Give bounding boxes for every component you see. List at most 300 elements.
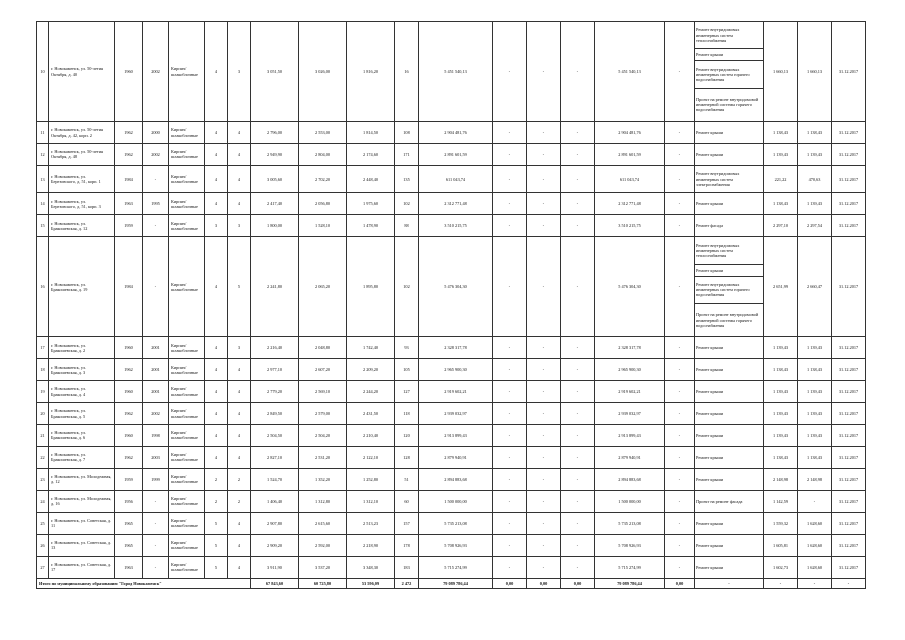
cell-cost-total: 2 891 601,59 xyxy=(419,143,493,165)
cell-date: 31.12.2017 xyxy=(832,512,866,534)
cell-addr: г. Новокаменск, ул. Березовского, д. 51, корп. 1 xyxy=(49,165,115,192)
cell-total-area: 2 504,50 xyxy=(251,425,299,447)
cell-residential: 3 348,30 xyxy=(347,556,395,578)
cell-residential: 2 448,40 xyxy=(347,165,395,192)
cell-c2: - xyxy=(527,425,561,447)
cell-date: 31.12.2017 xyxy=(832,22,866,122)
cell-c2: - xyxy=(527,468,561,490)
cell-floors: 4 xyxy=(205,122,228,144)
cell-addr: г. Новокаменск, ул. Советская, д. 13 xyxy=(49,534,115,556)
cell-c3: - xyxy=(561,22,595,122)
cell-residential: 2 210,40 xyxy=(347,425,395,447)
cell-people: 60 xyxy=(395,490,419,512)
cell-cost-total: 2 965 900,30 xyxy=(419,359,493,381)
cell-c2: - xyxy=(527,237,561,337)
cell-unit-cost: 1 139,43 xyxy=(764,337,798,359)
cell-mat: Кирпич/ шлакоблочные xyxy=(169,446,205,468)
cell-date: 31.12.2017 xyxy=(832,556,866,578)
cell-entr: 2 xyxy=(228,468,251,490)
cell-addr: г. Новокаменск, ул. Советская, д. 17 xyxy=(49,556,115,578)
cell-work: Ремонт внутридомовых инженерных систем горячего водоснабжения xyxy=(695,276,764,303)
cell-repair: - xyxy=(143,165,169,192)
cell-c3: - xyxy=(561,490,595,512)
cell-living: 2 056,80 xyxy=(299,193,347,215)
cell-total-area: 3 911,90 xyxy=(251,556,299,578)
cell-built: 1960 xyxy=(115,381,143,403)
table-row xyxy=(37,468,866,490)
total-date: - xyxy=(832,578,866,588)
cell-work: Ремонт крыши xyxy=(695,446,764,468)
cell-c5: - xyxy=(665,534,695,556)
cell-floors: 5 xyxy=(205,512,228,534)
cell-living: 3 537,20 xyxy=(299,556,347,578)
total-c3: 0,00 xyxy=(561,578,595,588)
total-c1: 0,00 xyxy=(493,578,527,588)
cell-entr: 4 xyxy=(228,165,251,192)
cell-limit-cost: 1 138,43 xyxy=(798,122,832,144)
cell-mat: Кирпич/ шлакоблочные xyxy=(169,425,205,447)
cell-cost-own: 2 965 900,30 xyxy=(595,359,665,381)
cell-date: 31.12.2017 xyxy=(832,215,866,237)
cell-unit-cost: 1 138,43 xyxy=(764,359,798,381)
cell-cost-total: 2 904 481,76 xyxy=(419,122,493,144)
cell-floors: 5 xyxy=(205,534,228,556)
cell-addr: г. Новокаменск, ул. Бракошевская, д. 2 xyxy=(49,337,115,359)
cell-c2: - xyxy=(527,193,561,215)
cell-c1: - xyxy=(493,381,527,403)
cell-cost-own: 3 510 215,75 xyxy=(595,215,665,237)
cell-mat: Кирпич/ шлакоблочные xyxy=(169,403,205,425)
cell-living: 2 615,60 xyxy=(299,512,347,534)
cell-work: Ремонт крыши xyxy=(695,122,764,144)
cell-repair: 2003 xyxy=(143,446,169,468)
cell-mat: Кирпич/ шлакоблочные xyxy=(169,556,205,578)
register-table xyxy=(36,21,866,589)
cell-cost-own: 2 879 940,91 xyxy=(595,446,665,468)
cell-c2: - xyxy=(527,490,561,512)
cell-addr: г. Новокаменск, ул. Молодежная, д. 12 xyxy=(49,468,115,490)
total-cost-own: 79 089 786,44 xyxy=(595,578,665,588)
total-cost-total: 79 089 786,44 xyxy=(419,578,493,588)
cell-date: 31.12.2017 xyxy=(832,534,866,556)
cell-residential: 1 816,20 xyxy=(347,22,395,122)
table-row xyxy=(37,337,866,359)
cell-people: 120 xyxy=(395,425,419,447)
cell-repair: - xyxy=(143,237,169,337)
cell-floors: 4 xyxy=(205,337,228,359)
cell-repair: 1999 xyxy=(143,468,169,490)
cell-entr: 2 xyxy=(228,490,251,512)
cell-total-area: 3 005,60 xyxy=(251,165,299,192)
cell-c5: - xyxy=(665,403,695,425)
cell-work: Ремонт крыши xyxy=(695,425,764,447)
cell-total-area: 2 779,20 xyxy=(251,381,299,403)
cell-total-area: 2 909,20 xyxy=(251,534,299,556)
cell-c3: - xyxy=(561,359,595,381)
table-row xyxy=(37,215,866,237)
cell-cost-total: 2 328 317,78 xyxy=(419,337,493,359)
cell-cost-own: 5 476 304,30 xyxy=(595,237,665,337)
cell-floors: 2 xyxy=(205,468,228,490)
cell-c1: - xyxy=(493,512,527,534)
cell-addr: г. Новокаменск, ул. 50-летия Октября, д. 40 xyxy=(49,22,115,122)
cell-work: Ремонт крыши xyxy=(695,512,764,534)
cell-people: 157 xyxy=(395,512,419,534)
cell-cost-own: 2 312 771,48 xyxy=(595,193,665,215)
cell-limit-cost: 1 628,60 xyxy=(798,512,832,534)
cell-cost-own: 1 500 000,00 xyxy=(595,490,665,512)
cell-mat: Кирпич/ шлакоблочные xyxy=(169,512,205,534)
cell-num: 10 xyxy=(37,22,49,122)
cell-people: 93 xyxy=(395,337,419,359)
cell-c1: - xyxy=(493,490,527,512)
cell-cost-total: 5 476 304,30 xyxy=(419,237,493,337)
cell-entr: 4 xyxy=(228,143,251,165)
cell-c3: - xyxy=(561,403,595,425)
cell-date: 31.12.2017 xyxy=(832,446,866,468)
cell-work: Ремонт крыши xyxy=(695,193,764,215)
cell-floors: 4 xyxy=(205,22,228,122)
total-c5: 0,00 xyxy=(665,578,695,588)
cell-unit-cost: 1 139,43 xyxy=(764,381,798,403)
cell-mat: Кирпич/ шлакоблочные xyxy=(169,165,205,192)
cell-unit-cost: 1 139,43 xyxy=(764,143,798,165)
cell-mat: Кирпич/ шлакоблочные xyxy=(169,381,205,403)
cell-c3: - xyxy=(561,337,595,359)
cell-floors: 2 xyxy=(205,490,228,512)
cell-cost-own: 5 735 213,08 xyxy=(595,512,665,534)
cell-unit-cost: 1 142,59 xyxy=(764,490,798,512)
cell-built: 1962 xyxy=(115,403,143,425)
cell-entr: 4 xyxy=(228,381,251,403)
cell-people: 135 xyxy=(395,165,419,192)
cell-entr: 4 xyxy=(228,403,251,425)
cell-c5: - xyxy=(665,359,695,381)
cell-built: 1965 xyxy=(115,534,143,556)
cell-cost-total: 2 894 883,68 xyxy=(419,468,493,490)
cell-built: 1965 xyxy=(115,512,143,534)
cell-mat: Кирпич/ шлакоблочные xyxy=(169,468,205,490)
cell-residential: 1 478,90 xyxy=(347,215,395,237)
cell-people: 102 xyxy=(395,237,419,337)
cell-c5: - xyxy=(665,22,695,122)
cell-built: 1963 xyxy=(115,193,143,215)
cell-people: 127 xyxy=(395,381,419,403)
cell-total-area: 2 977,10 xyxy=(251,359,299,381)
cell-mat: Кирпич/ шлакоблочные xyxy=(169,359,205,381)
cell-limit-cost: 470,63 xyxy=(798,165,832,192)
cell-built: 1960 xyxy=(115,425,143,447)
cell-c5: - xyxy=(665,165,695,192)
cell-built: 1960 xyxy=(115,337,143,359)
cell-living: 2 553,00 xyxy=(299,122,347,144)
total-limit-cost: - xyxy=(798,578,832,588)
cell-unit-cost: 221,22 xyxy=(764,165,798,192)
total-people: 2 472 xyxy=(395,578,419,588)
cell-work: Ремонт фасада xyxy=(695,215,764,237)
cell-cost-total: 2 913 899,43 xyxy=(419,425,493,447)
cell-built: 1962 xyxy=(115,359,143,381)
cell-entr: 4 xyxy=(228,534,251,556)
cell-addr: г. Новокаменск, ул. Бракошевская, д. 4 xyxy=(49,381,115,403)
cell-unit-cost: 1 605,81 xyxy=(764,534,798,556)
cell-c3: - xyxy=(561,534,595,556)
total-unit-cost: - xyxy=(764,578,798,588)
cell-date: 31.12.2017 xyxy=(832,468,866,490)
cell-repair: 2000 xyxy=(143,122,169,144)
cell-people: 183 xyxy=(395,556,419,578)
cell-c3: - xyxy=(561,237,595,337)
cell-addr: г. Новокаменск, ул. Бракошевская, д. 19 xyxy=(49,237,115,337)
cell-cost-own: 2 328 317,78 xyxy=(595,337,665,359)
cell-unit-cost: 2 297,10 xyxy=(764,215,798,237)
cell-c1: - xyxy=(493,446,527,468)
table-row xyxy=(37,425,866,447)
cell-work: Ремонт крыши xyxy=(695,264,764,276)
cell-num: 25 xyxy=(37,512,49,534)
cell-residential: 2 513,23 xyxy=(347,512,395,534)
cell-repair: - xyxy=(143,556,169,578)
cell-total-area: 2 907,80 xyxy=(251,512,299,534)
cell-built: 1984 xyxy=(115,237,143,337)
cell-c1: - xyxy=(493,237,527,337)
cell-entr: 4 xyxy=(228,122,251,144)
cell-living: 2 048,80 xyxy=(299,337,347,359)
cell-floors: 4 xyxy=(205,143,228,165)
cell-cost-total: 2 312 771,48 xyxy=(419,193,493,215)
cell-num: 11 xyxy=(37,122,49,144)
cell-c5: - xyxy=(665,122,695,144)
cell-date: 31.12.2017 xyxy=(832,403,866,425)
cell-floors: 4 xyxy=(205,359,228,381)
cell-repair: 1995 xyxy=(143,193,169,215)
cell-num: 23 xyxy=(37,468,49,490)
cell-cost-total: 2 939 032,97 xyxy=(419,403,493,425)
cell-floors: 4 xyxy=(205,446,228,468)
cell-living: 3 026,00 xyxy=(299,22,347,122)
table-row xyxy=(37,534,866,556)
cell-cost-total: 1 500 000,00 xyxy=(419,490,493,512)
cell-floors: 4 xyxy=(205,381,228,403)
cell-work: Ремонт крыши xyxy=(695,337,764,359)
cell-cost-own: 2 894 883,68 xyxy=(595,468,665,490)
cell-c2: - xyxy=(527,215,561,237)
cell-cost-own: 5 715 274,99 xyxy=(595,556,665,578)
cell-total-area: 1 406,40 xyxy=(251,490,299,512)
cell-date: 31.12.2017 xyxy=(832,143,866,165)
cell-c5: - xyxy=(665,425,695,447)
cell-total-area: 2 849,50 xyxy=(251,403,299,425)
cell-c5: - xyxy=(665,193,695,215)
cell-mat: Кирпич/ шлакоблочные xyxy=(169,22,205,122)
cell-limit-cost: 1 139,43 xyxy=(798,143,832,165)
cell-living: 2 579,00 xyxy=(299,403,347,425)
cell-entr: 4 xyxy=(228,446,251,468)
cell-limit-cost: 2 660,47 xyxy=(798,237,832,337)
table-row xyxy=(37,512,866,534)
cell-c1: - xyxy=(493,165,527,192)
cell-c5: - xyxy=(665,215,695,237)
cell-work: Ремонт крыши xyxy=(695,49,764,61)
cell-repair: - xyxy=(143,534,169,556)
cell-cost-total: 2 879 940,91 xyxy=(419,446,493,468)
cell-c1: - xyxy=(493,22,527,122)
cell-mat: Кирпич/ шлакоблочные xyxy=(169,193,205,215)
cell-date: 31.12.2017 xyxy=(832,122,866,144)
table-row xyxy=(37,446,866,468)
cell-limit-cost: 1 139,43 xyxy=(798,403,832,425)
cell-work: Ремонт крыши xyxy=(695,403,764,425)
cell-floors: 3 xyxy=(205,215,228,237)
cell-residential: 1 895,80 xyxy=(347,237,395,337)
cell-date: 31.12.2017 xyxy=(832,165,866,192)
cell-residential: 1 742,40 xyxy=(347,337,395,359)
cell-total-area: 2 241,80 xyxy=(251,237,299,337)
cell-addr: г. Новокаменск, ул. Советская, д. 11 xyxy=(49,512,115,534)
cell-cost-total: 3 510 215,75 xyxy=(419,215,493,237)
total-total-area: 67 843,60 xyxy=(251,578,299,588)
cell-num: 18 xyxy=(37,359,49,381)
cell-limit-cost: 1 138,43 xyxy=(798,446,832,468)
cell-c3: - xyxy=(561,165,595,192)
cell-living: 1 312,80 xyxy=(299,490,347,512)
cell-num: 16 xyxy=(37,237,49,337)
cell-c2: - xyxy=(527,143,561,165)
table-row xyxy=(37,490,866,512)
cell-floors: 4 xyxy=(205,165,228,192)
cell-date: 31.12.2017 xyxy=(832,425,866,447)
cell-num: 20 xyxy=(37,403,49,425)
cell-work: Ремонт крыши xyxy=(695,556,764,578)
cell-num: 17 xyxy=(37,337,49,359)
cell-c1: - xyxy=(493,122,527,144)
cell-cost-own: 611 043,74 xyxy=(595,165,665,192)
cell-total-area: 1 800,00 xyxy=(251,215,299,237)
cell-addr: г. Новокаменск, ул. Березовского, д. 51, корп. 3 xyxy=(49,193,115,215)
cell-c2: - xyxy=(527,381,561,403)
cell-entr: 4 xyxy=(228,512,251,534)
cell-total-area: 2 827,10 xyxy=(251,446,299,468)
cell-limit-cost: 1 139,43 xyxy=(798,425,832,447)
cell-built: 1962 xyxy=(115,122,143,144)
cell-num: 14 xyxy=(37,193,49,215)
cell-addr: г. Новокаменск, ул. 50-летия Октября, д. 42, корп. 2 xyxy=(49,122,115,144)
cell-num: 19 xyxy=(37,381,49,403)
cell-people: 16 xyxy=(395,22,419,122)
cell-living: 2 065,20 xyxy=(299,237,347,337)
cell-c3: - xyxy=(561,381,595,403)
cell-date: 31.12.2017 xyxy=(832,337,866,359)
cell-num: 22 xyxy=(37,446,49,468)
cell-repair: 2001 xyxy=(143,381,169,403)
cell-people: 88 xyxy=(395,215,419,237)
cell-residential: 1 312,10 xyxy=(347,490,395,512)
cell-unit-cost: 1 602,73 xyxy=(764,556,798,578)
cell-residential: 2 218,90 xyxy=(347,534,395,556)
total-c2: 0,00 xyxy=(527,578,561,588)
cell-built: 1956 xyxy=(115,490,143,512)
cell-residential: 2 174,60 xyxy=(347,143,395,165)
cell-c1: - xyxy=(493,534,527,556)
table-row xyxy=(37,556,866,578)
cell-addr: г. Новокаменск, ул. Молодежная, д. 16 xyxy=(49,490,115,512)
total-residential: 53 596,09 xyxy=(347,578,395,588)
cell-unit-cost: 1 138,43 xyxy=(764,193,798,215)
cell-unit-cost: 2 148,98 xyxy=(764,468,798,490)
cell-floors: 4 xyxy=(205,237,228,337)
cell-built: 1984 xyxy=(115,165,143,192)
cell-residential: 2 244,20 xyxy=(347,381,395,403)
cell-total-area: 2 949,90 xyxy=(251,143,299,165)
cell-c5: - xyxy=(665,556,695,578)
cell-repair: 2002 xyxy=(143,143,169,165)
cell-c5: - xyxy=(665,337,695,359)
cell-residential: 2 122,10 xyxy=(347,446,395,468)
cell-date: 31.12.2017 xyxy=(832,237,866,337)
table-row xyxy=(37,359,866,381)
cell-unit-cost: 1 138,43 xyxy=(764,122,798,144)
cell-addr: г. Новокаменск, ул. Бракошевская, д. 3 xyxy=(49,359,115,381)
cell-c2: - xyxy=(527,512,561,534)
cell-addr: г. Новокаменск, ул. Бракошевская, д. 7 xyxy=(49,446,115,468)
cell-people: 171 xyxy=(395,143,419,165)
cell-limit-cost: 2 297,54 xyxy=(798,215,832,237)
cell-cost-own: 2 891 601,59 xyxy=(595,143,665,165)
cell-entr: 4 xyxy=(228,556,251,578)
cell-living: 2 569,10 xyxy=(299,381,347,403)
cell-people: 118 xyxy=(395,403,419,425)
cell-unit-cost: 2 651,99 xyxy=(764,237,798,337)
cell-people: 102 xyxy=(395,193,419,215)
cell-limit-cost: 1 139,43 xyxy=(798,193,832,215)
cell-c2: - xyxy=(527,403,561,425)
cell-floors: 5 xyxy=(205,556,228,578)
cell-c3: - xyxy=(561,143,595,165)
cell-residential: 1 252,80 xyxy=(347,468,395,490)
cell-mat: Кирпич/ шлакоблочные xyxy=(169,122,205,144)
cell-cost-own: 2 939 032,97 xyxy=(595,403,665,425)
cell-num: 12 xyxy=(37,143,49,165)
table-row xyxy=(37,381,866,403)
cell-num: 15 xyxy=(37,215,49,237)
table-row xyxy=(37,193,866,215)
cell-work: Ремонт внутридомовых инженерных систем теплоснабжения xyxy=(695,237,764,264)
table-row xyxy=(37,143,866,165)
cell-total-area: 2 417,40 xyxy=(251,193,299,215)
cell-living: 2 702,20 xyxy=(299,165,347,192)
cell-num: 26 xyxy=(37,534,49,556)
total-living: 60 725,80 xyxy=(299,578,347,588)
cell-mat: Кирпич/ шлакоблочные xyxy=(169,490,205,512)
cell-repair: 2001 xyxy=(143,359,169,381)
cell-entr: 5 xyxy=(228,237,251,337)
cell-cost-total: 5 735 213,08 xyxy=(419,512,493,534)
cell-built: 1959 xyxy=(115,215,143,237)
cell-addr: г. Новокаменск, ул. Бракошевская, д. 12 xyxy=(49,215,115,237)
cell-c2: - xyxy=(527,534,561,556)
cell-c5: - xyxy=(665,512,695,534)
cell-addr: г. Новокаменск, ул. Бракошевская, д. 5 xyxy=(49,403,115,425)
cell-c3: - xyxy=(561,193,595,215)
cell-cost-own: 2 904 481,76 xyxy=(595,122,665,144)
cell-c3: - xyxy=(561,446,595,468)
cell-built: 1962 xyxy=(115,446,143,468)
cell-total-area: 1 524,70 xyxy=(251,468,299,490)
cell-built: 1962 xyxy=(115,143,143,165)
cell-people: 178 xyxy=(395,534,419,556)
cell-limit-cost: 1 139,43 xyxy=(798,381,832,403)
cell-work: Ремонт крыши xyxy=(695,381,764,403)
